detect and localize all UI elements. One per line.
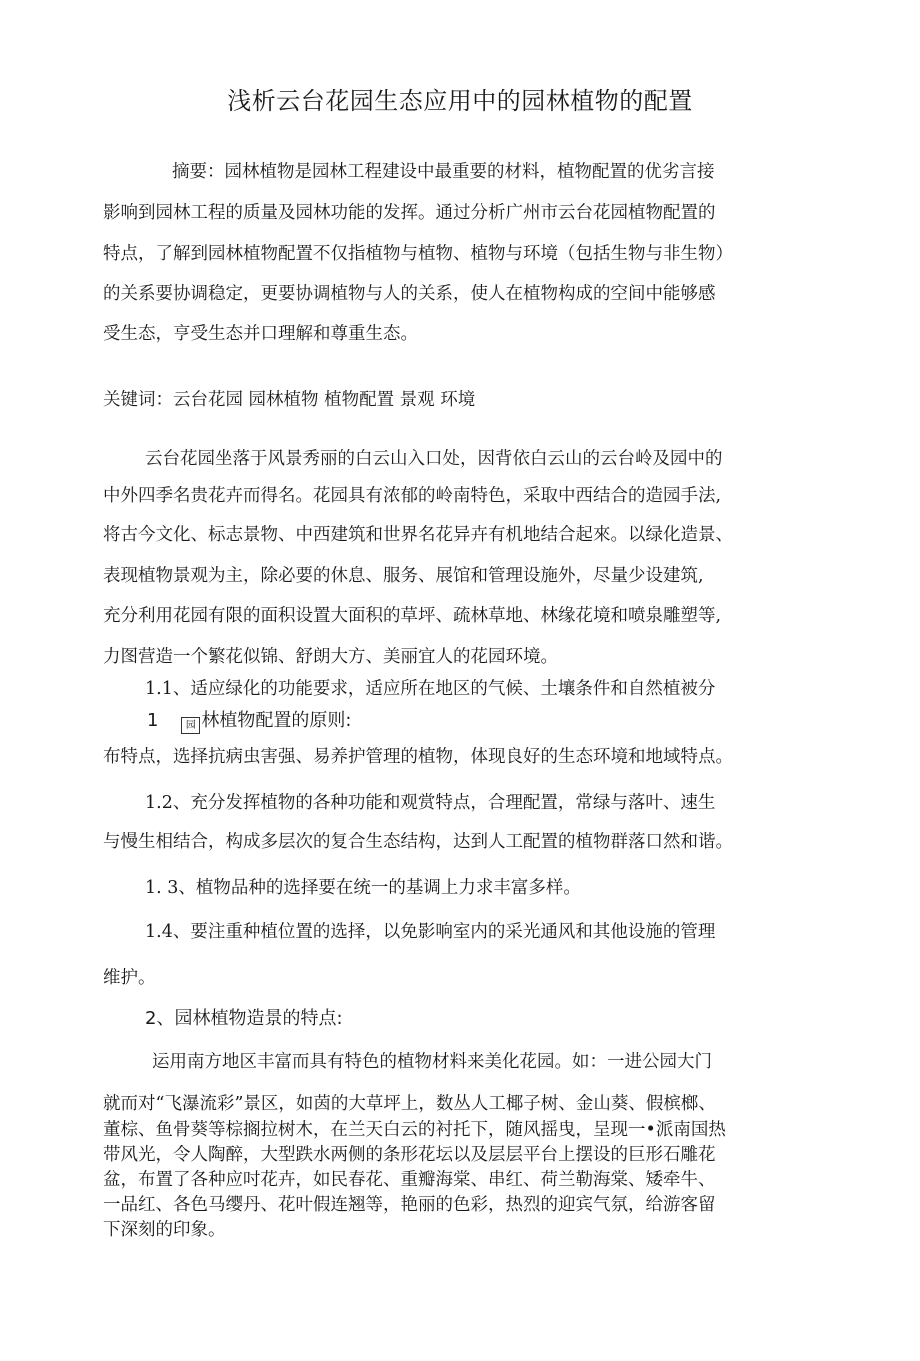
section-1-heading-colon: : (345, 710, 352, 731)
abstract-line-3: 特点，了解到园林植物配置不仅指植物与植物、植物与环境（包括生物与非生物） (103, 244, 733, 264)
keywords-line (0, 388, 920, 412)
section-1-heading (0, 709, 920, 734)
section-2-line-3: 董棕、鱼骨葵等棕搁拉树木，在兰天白云的衬托下，随风摇曳，呈现一•派南国热 (103, 1120, 726, 1140)
abstract-line-4: 的关系要协调稳定，更要协调植物与人的关系，使人在植物构成的空间中能够感 (103, 284, 716, 304)
section-2-heading (0, 1007, 920, 1031)
intro-line-5: 充分利用花园有限的面积设置大面积的草坪、疏林草地、林缘花境和喷泉雕塑等, (103, 606, 722, 626)
section-1-number: 1 (147, 710, 159, 731)
item-1-4-line-1: 1.4、要注重种植位置的选择，以免影响室内的采光通风和其他设施的管理 (145, 922, 716, 942)
abstract-line-5: 受生态，亨受生态并口理解和尊重生态。 (103, 324, 418, 344)
abstract-line-2: 影响到园林工程的质量及园林功能的发挥。通过分析广州市云台花园植物配置的 (103, 203, 716, 223)
item-1-2-line-1: 1.2、充分发挥植物的各种功能和观赏特点，合理配置，常绿与落叶、速生 (145, 793, 716, 813)
section-2-line-5: 盆，布置了各种应吋花卉，如民春花、重瓣海棠、串红、荷兰勒海棠、矮牵牛、 (103, 1170, 716, 1190)
intro-line-1: 云台花园坐落于风景秀丽的白云山入口处，因背依白云山的云台岭及园中的 (145, 449, 723, 469)
intro-line-4: 表现植物景观为主，除必要的休息、服务、展馆和管理设施外，尽量少设建筑, (103, 566, 704, 586)
section-2-line-6: 一品红、各色马缨丹、花叶假连翘等，艳丽的色彩，热烈的迎宾气氛，给游客留 (103, 1195, 716, 1215)
abstract-line-1 (0, 160, 920, 184)
section-2-heading-colon: : (336, 1008, 343, 1029)
section-2-line-2: 就而对“飞瀑流彩”景区，如茵的大草坪上，数丛人工椰子树、金山葵、假槟榔、 (103, 1094, 716, 1114)
section-1-heading-text: 林植物配置的原则 (201, 710, 346, 731)
keywords-text: 云台花园 园林植物 植物配置 景观 环境 (173, 390, 476, 410)
item-1-3-line: 1. 3、植物品种的选择要在统一的基调上力求丰富多样。 (145, 878, 581, 898)
abstract-label: 摘要： (172, 162, 225, 182)
section-2-line-1: 运用南方地区丰富而具有特色的植物材料来美化花园。如：一进公园大门 (152, 1052, 712, 1072)
item-1-4-line-2: 维护。 (103, 968, 156, 988)
item-1-2-line-2: 与慢生相结合，构成多层次的复合生态结构，达到人工配置的植物群落口然和谐。 (103, 832, 733, 852)
section-2-line-7: 下深刻的印象。 (103, 1220, 226, 1240)
abstract-text-1: 园林植物是园林工程建设中最重要的材料，植物配置的优劣言接 (224, 162, 715, 182)
section-2-line-4: 带风光，令人陶醉，大型跌水两侧的条形花坛以及层层平台上摆设的巨形石雕花 (103, 1145, 716, 1165)
intro-line-3: 将古今文化、标志景物、中西建筑和世界名花异卉有机地结合起來。以绿化造景、 (103, 525, 733, 545)
keywords-label: 关键词： (103, 390, 173, 410)
intro-line-2: 中外四季名贵花卉而得名。花园具有浓郁的岭南特色，采取中西结合的造园手法, (103, 486, 722, 506)
broken-glyph-icon: 园 (181, 717, 200, 734)
intro-line-6: 力图营造一个繁花似锦、舒朗大方、美丽宜人的花园环境。 (103, 647, 558, 667)
item-1-1-rest-line: 布特点，选择抗病虫害强、易养护管理的植物，体现良好的生态环境和地域特点。 (103, 747, 733, 767)
section-2-heading-text: 2、园林植物造景的特点 (145, 1008, 337, 1029)
document-title: 浅析云台花园生态应用中的园林植物的配置 (227, 87, 693, 115)
item-1-1-first-line: 1.1、适应绿化的功能要求，适应所在地区的气候、土壤条件和自然植被分 (145, 679, 716, 699)
